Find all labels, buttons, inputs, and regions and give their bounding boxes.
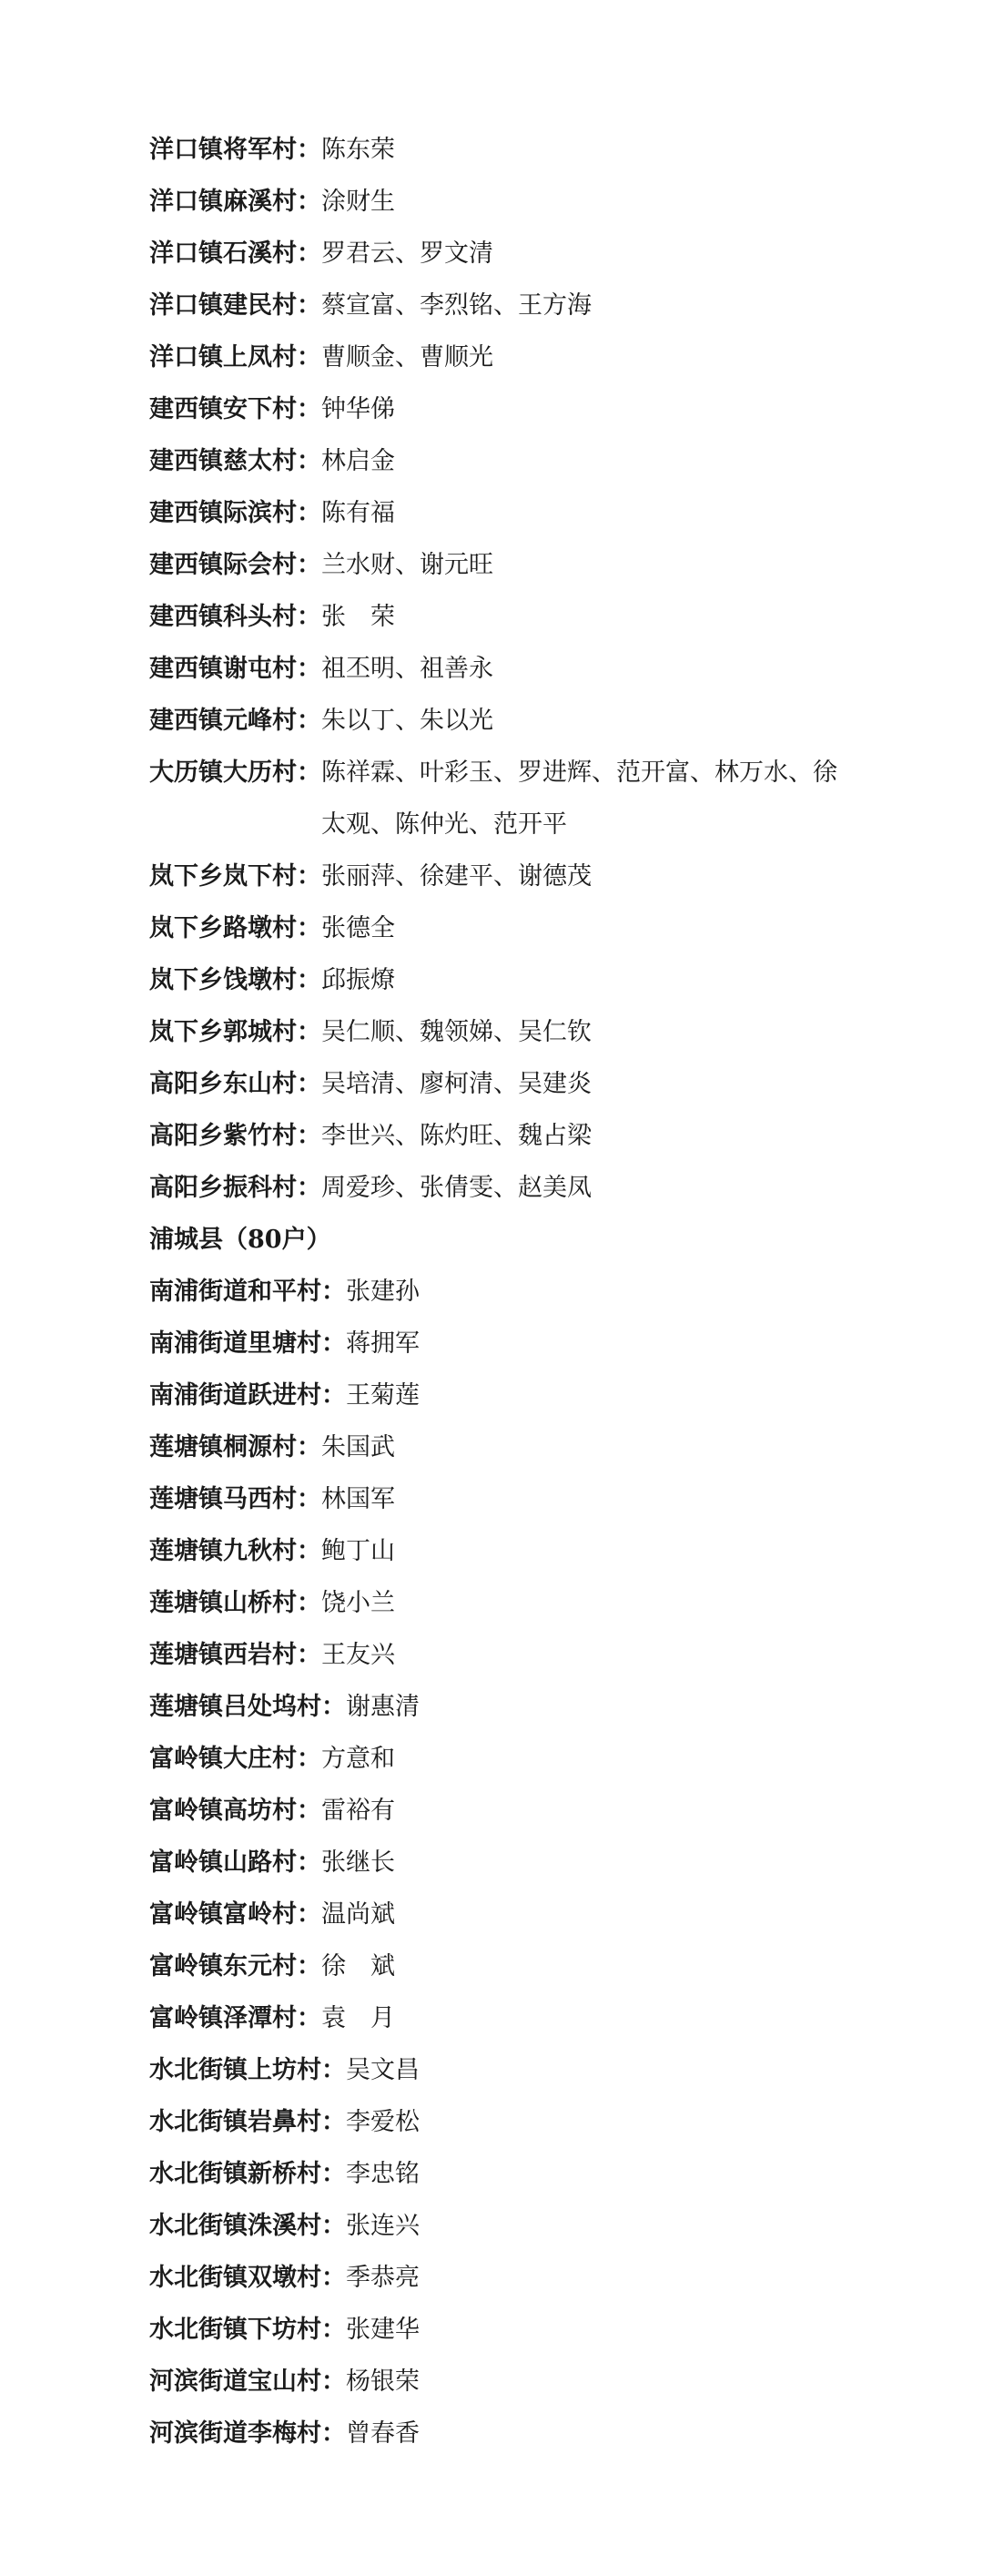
household-names: 鲍丁山 <box>321 1537 395 1565</box>
list-item <box>149 695 983 747</box>
list-item <box>149 539 983 591</box>
household-names: 兰水财、谢元旺 <box>321 551 493 579</box>
household-names: 徐 斌 <box>321 1952 395 1980</box>
village-label: 水北街镇洙溪村： <box>149 2212 346 2240</box>
village-label: 洋口镇石溪村： <box>149 239 321 268</box>
list-item <box>149 1162 983 1214</box>
list-item <box>149 1266 983 1318</box>
list-item <box>149 1992 983 2044</box>
village-label: 洋口镇上凤村： <box>149 343 321 372</box>
list-item <box>149 1318 983 1369</box>
household-names: 张继长 <box>321 1848 395 1877</box>
household-names: 谢惠清 <box>346 1693 420 1721</box>
village-label: 岚下乡饯墩村： <box>149 966 321 994</box>
list-item <box>149 850 983 902</box>
list-item <box>149 1058 983 1110</box>
household-names: 周爱珍、张倩雯、赵美凤 <box>321 1174 592 1202</box>
household-names: 李忠铭 <box>346 2160 420 2188</box>
village-label: 河滨街道李梅村： <box>149 2419 346 2448</box>
list-item <box>149 1577 983 1629</box>
list-item <box>149 2148 983 2200</box>
household-names: 张德全 <box>321 914 395 942</box>
list-item <box>149 1369 983 1421</box>
list-item <box>149 176 983 228</box>
section-heading: 浦城县（80户） <box>149 1226 331 1254</box>
village-label: 岚下乡郭城村： <box>149 1018 321 1046</box>
village-label: 莲塘镇九秋村： <box>149 1537 321 1565</box>
list-item <box>149 1629 983 1681</box>
list-item <box>149 902 983 954</box>
list-item <box>149 1785 983 1837</box>
household-names: 王友兴 <box>321 1641 395 1669</box>
village-label: 岚下乡岚下村： <box>149 862 321 891</box>
village-label: 南浦街道和平村： <box>149 1278 346 1306</box>
household-names: 方意和 <box>321 1745 395 1773</box>
household-names: 杨银荣 <box>346 2367 420 2396</box>
household-names: 李爱松 <box>346 2108 420 2136</box>
village-label: 高阳乡振科村： <box>149 1174 321 1202</box>
village-label: 高阳乡东山村： <box>149 1070 321 1098</box>
list-item <box>149 591 983 643</box>
household-names: 张丽萍、徐建平、谢德茂 <box>321 862 592 891</box>
village-label: 莲塘镇西岩村： <box>149 1641 321 1669</box>
list-item <box>149 2044 983 2096</box>
list-item <box>149 1006 983 1058</box>
list-item <box>149 1889 983 1940</box>
village-label: 建西镇际滨村： <box>149 499 321 527</box>
household-names: 张 荣 <box>321 603 395 631</box>
village-label: 洋口镇建民村： <box>149 291 321 320</box>
village-label: 洋口镇将军村： <box>149 136 321 164</box>
list-item <box>149 2304 983 2356</box>
list-item <box>149 124 983 176</box>
household-names: 罗君云、罗文清 <box>321 239 493 268</box>
village-label: 水北街镇双墩村： <box>149 2264 346 2292</box>
household-names: 祖丕明、祖善永 <box>321 655 493 683</box>
household-names: 吴文昌 <box>346 2056 420 2084</box>
village-label: 洋口镇麻溪村： <box>149 188 321 216</box>
village-label: 富岭镇泽潭村： <box>149 2004 321 2032</box>
list-item <box>149 2252 983 2304</box>
household-names: 陈有福 <box>321 499 395 527</box>
village-label: 富岭镇大庄村： <box>149 1745 321 1773</box>
household-names: 陈东荣 <box>321 136 395 164</box>
list-item <box>149 2096 983 2148</box>
village-label: 大历镇大历村： <box>149 759 321 787</box>
village-label: 建西镇元峰村： <box>149 707 321 735</box>
household-names: 林启金 <box>321 447 395 475</box>
household-names: 蒋拥军 <box>346 1329 420 1358</box>
household-names: 吴仁顺、魏领娣、吴仁钦 <box>321 1018 592 1046</box>
household-names: 涂财生 <box>321 188 395 216</box>
household-names: 张连兴 <box>346 2212 420 2240</box>
village-label: 莲塘镇马西村： <box>149 1485 321 1513</box>
village-label: 南浦街道跃进村： <box>149 1381 346 1410</box>
village-label: 水北街镇岩鼻村： <box>149 2108 346 2136</box>
household-names: 雷裕有 <box>321 1797 395 1825</box>
list-item <box>149 747 983 850</box>
household-names: 饶小兰 <box>321 1589 395 1617</box>
household-names: 曹顺金、曹顺光 <box>321 343 493 372</box>
village-label: 水北街镇下坊村： <box>149 2316 346 2344</box>
village-label: 莲塘镇桐源村： <box>149 1433 321 1461</box>
household-names: 蔡宣富、李烈铭、王方海 <box>321 291 592 320</box>
list-item <box>149 643 983 695</box>
household-names: 吴培清、廖柯清、吴建炎 <box>321 1070 592 1098</box>
household-names: 朱国武 <box>321 1433 395 1461</box>
list-item <box>149 1733 983 1785</box>
list-item <box>149 1421 983 1473</box>
household-names: 温尚斌 <box>321 1900 395 1929</box>
list-item <box>149 1940 983 1992</box>
list-item <box>149 1473 983 1525</box>
village-label: 建西镇谢屯村： <box>149 655 321 683</box>
list-item <box>149 2356 983 2408</box>
list-item <box>149 2408 983 2459</box>
list-item <box>149 1681 983 1733</box>
village-label: 建西镇安下村： <box>149 395 321 423</box>
village-label: 富岭镇高坊村： <box>149 1797 321 1825</box>
household-names: 林国军 <box>321 1485 395 1513</box>
village-label: 建西镇慈太村： <box>149 447 321 475</box>
household-names: 袁 月 <box>321 2004 395 2032</box>
list-item <box>149 331 983 383</box>
village-label: 河滨街道宝山村： <box>149 2367 346 2396</box>
village-label: 南浦街道里塘村： <box>149 1329 346 1358</box>
list-item <box>149 435 983 487</box>
household-names: 朱以丁、朱以光 <box>321 707 493 735</box>
household-names: 张建孙 <box>346 1278 420 1306</box>
village-label: 水北街镇新桥村： <box>149 2160 346 2188</box>
household-names: 季恭亮 <box>346 2264 420 2292</box>
list-item <box>149 1525 983 1577</box>
village-label: 建西镇科头村： <box>149 603 321 631</box>
village-label: 富岭镇富岭村： <box>149 1900 321 1929</box>
list-item <box>149 228 983 280</box>
village-label: 岚下乡路墩村： <box>149 914 321 942</box>
village-label: 建西镇际会村： <box>149 551 321 579</box>
household-names: 邱振燎 <box>321 966 395 994</box>
household-names: 曾春香 <box>346 2419 420 2448</box>
household-names: 张建华 <box>346 2316 420 2344</box>
household-names: 陈祥霖、叶彩玉、罗进辉、范开富、林万水、徐太观、陈仲光、范开平 <box>321 759 837 839</box>
list-item <box>149 487 983 539</box>
village-label: 高阳乡紫竹村： <box>149 1122 321 1150</box>
village-label: 富岭镇东元村： <box>149 1952 321 1980</box>
village-label: 莲塘镇吕处坞村： <box>149 1693 346 1721</box>
list-item <box>149 1837 983 1889</box>
list-item <box>149 2200 983 2252</box>
household-names: 王菊莲 <box>346 1381 420 1410</box>
list-item <box>149 383 983 435</box>
village-label: 富岭镇山路村： <box>149 1848 321 1877</box>
household-names: 李世兴、陈灼旺、魏占梁 <box>321 1122 592 1150</box>
village-label: 水北街镇上坊村： <box>149 2056 346 2084</box>
list-item <box>149 1110 983 1162</box>
household-names: 钟华俤 <box>321 395 395 423</box>
village-label: 莲塘镇山桥村： <box>149 1589 321 1617</box>
list-item <box>149 280 983 331</box>
list-item <box>149 954 983 1006</box>
